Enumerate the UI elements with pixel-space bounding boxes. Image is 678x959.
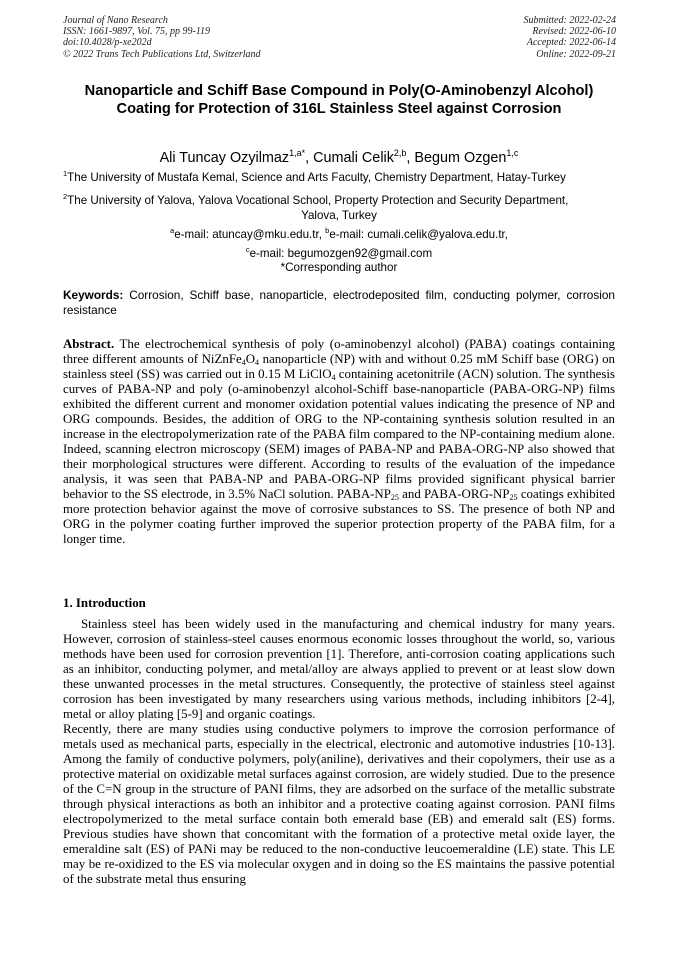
abstract-label: Abstract. (63, 337, 115, 351)
paragraph: Stainless steel has been widely used in the manufacturing and chemical industry for many years. However, corrosion of stainless-steel causes enormous economic losses throughout the world, so, various methods have been used for corrosion prevention [1]. Therefore, anti-corrosion coating applications such as an inhibitor, conducting polymer, and metal/alloy are always applied to prevent or at least slow down these unwanted processes in the metal structures. Consequently, the protective of stainless steel against corrosion has been investigated by many researchers using various methods, including inhibitors [2-4], metal or alloy plating [5-9] and organic coatings. (63, 617, 615, 721)
paragraph: Recently, there are many studies using conductive polymers to improve the corrosion performance of metals used as mechanical parts, especially in the electrical, electronic and automotive industries [10-13]. Among the family of conductive polymers, poly(aniline), derivatives and their copolymers, their use as a protective material on oxidizable metal surfaces against corrosion, are widely studied. Due to the presence of the C=N group in the structure of PANI films, they are adsorbed on the surface of the metallic substrate through physical interactions as both an inhibitor and a protective coating against corrosion. PANI films electropolymerized to the metal surface contain both emerald base (EB) and emerald salt (ES) forms. Previous studies have shown that concomitant with the formation of a protective metal oxide layer, the emeraldine salt (ES) of PANi may be reduced to the non-conductive leucoemeraldine (LE) state. This LE may be re-oxidized to the ES via molecular oxygen and in doing so the ES maintains the passive potential of the substrate metal thus ensuring (63, 722, 615, 886)
date-revised: Revised: 2022-06-10 (532, 26, 616, 38)
journal-doi: doi:10.4028/p-xe202d (63, 37, 152, 49)
email-b: e-mail: cumali.celik@yalova.edu.tr, (329, 227, 508, 241)
email-a: e-mail: atuncay@mku.edu.tr, (174, 227, 326, 241)
date-online: Online: 2022-09-21 (536, 48, 616, 60)
author-name: Ali Tuncay Ozyilmaz (159, 149, 290, 166)
abstract: Abstract. The electrochemical synthesis of poly (o-aminobenzyl alcohol) (PABA) coatings containing three different amounts of $NiZnFe_4O_4$ nanoparticle (NP) with and without 0.25 mM Schiff base (ORG) on stainless steel (SS) was carried out in 0.15 M LiClO$_4$ containing acetonitrile (ACN) solution. The synthesis curves of PABA-NP and poly (o-aminobenzyl alcohol-Schiff base-nanoparticle (PABA-ORG-NP) films exhibited the different current and monomer oxidation potential values indicating the presence of NP and ORG compounds. Besides, the addition of ORG to the NP-containing synthesis solution resulted in an increase in the electropolymerization rate of the PABA film compared to the NP-containing medium alone. Indeed, scanning electron microscopy (SEM) images of PABA-NP and PABA-ORG-NP also showed that their morphological structures were different. According to results of the evaluation of the impedance analysis, it was seen that PABA-NP and PABA-ORG-NP films provided significant physical barrier behavior to the SS electrode, in 3.5% NaCl solution. PABA-$NP_{25}$ and PABA-$ORG-NP_{25}$ coatings exhibited more protection behavior against the move of corrosive substances to SS. The presence of both NP and ORG in the polymer coating further improved the superior protection property of the PABA film, for a longer time. (63, 337, 616, 546)
introduction-body (63, 617, 615, 887)
journal-name: Journal of Nano Research (63, 15, 168, 26)
keywords-text: Corrosion, Schiff base, nanoparticle, electrodeposited film, conducting polymer, corrosion resistance (63, 288, 615, 317)
corresponding-note: *Corresponding author (280, 261, 398, 275)
email-c: e-mail: begumozgen92@gmail.com (249, 246, 433, 260)
journal-info (63, 15, 261, 60)
affiliation-2: $^2$The University of Yalova, Yalova Vocational School, Property Protection and Security Department, Yalova, Turkey (63, 192, 569, 222)
publication-dates (524, 15, 617, 60)
author-name: Cumali Celik (313, 149, 394, 166)
paper-title: Nanoparticle and Schiff Base Compound in Poly(O-Aminobenzyl Alcohol) Coating for Protection of 316L Stainless Steel against Corrosion (84, 83, 594, 117)
author-sup: 2,b (393, 148, 407, 158)
keywords (63, 288, 615, 318)
affiliation-1: $^1$The University of Mustafa Kemal, Science and Arts Faculty, Chemistry Department, Hatay-Turkey (63, 169, 566, 184)
author-name: Begum Ozgen (414, 149, 507, 166)
author-list: Ali Tuncay Ozyilmaz$^{1,a*}$, Cumali Celik$^{2,b}$, Begum Ozgen$^{1,c}$ (159, 148, 519, 166)
author-emails: $^a$e-mail: atuncay@mku.edu.tr, $^b$e-mail: cumali.celik@yalova.edu.tr, $^c$e-mail: begumozgen92@gmail.com *Corresponding author (60, 224, 618, 276)
journal-issn: ISSN: 1661-9897, Vol. 75, pp 99-119 (63, 26, 211, 38)
date-submitted: Submitted: 2022-02-24 (523, 15, 616, 26)
section-heading-introduction: 1. Introduction (63, 596, 146, 610)
journal-copyright: © 2022 Trans Tech Publications Ltd, Switzerland (63, 48, 261, 60)
author-sup: 1,a* (289, 148, 306, 158)
author-sup: 1,c (506, 148, 519, 158)
date-accepted: Accepted: 2022-06-14 (526, 37, 616, 49)
keywords-label: Keywords: (63, 288, 124, 302)
